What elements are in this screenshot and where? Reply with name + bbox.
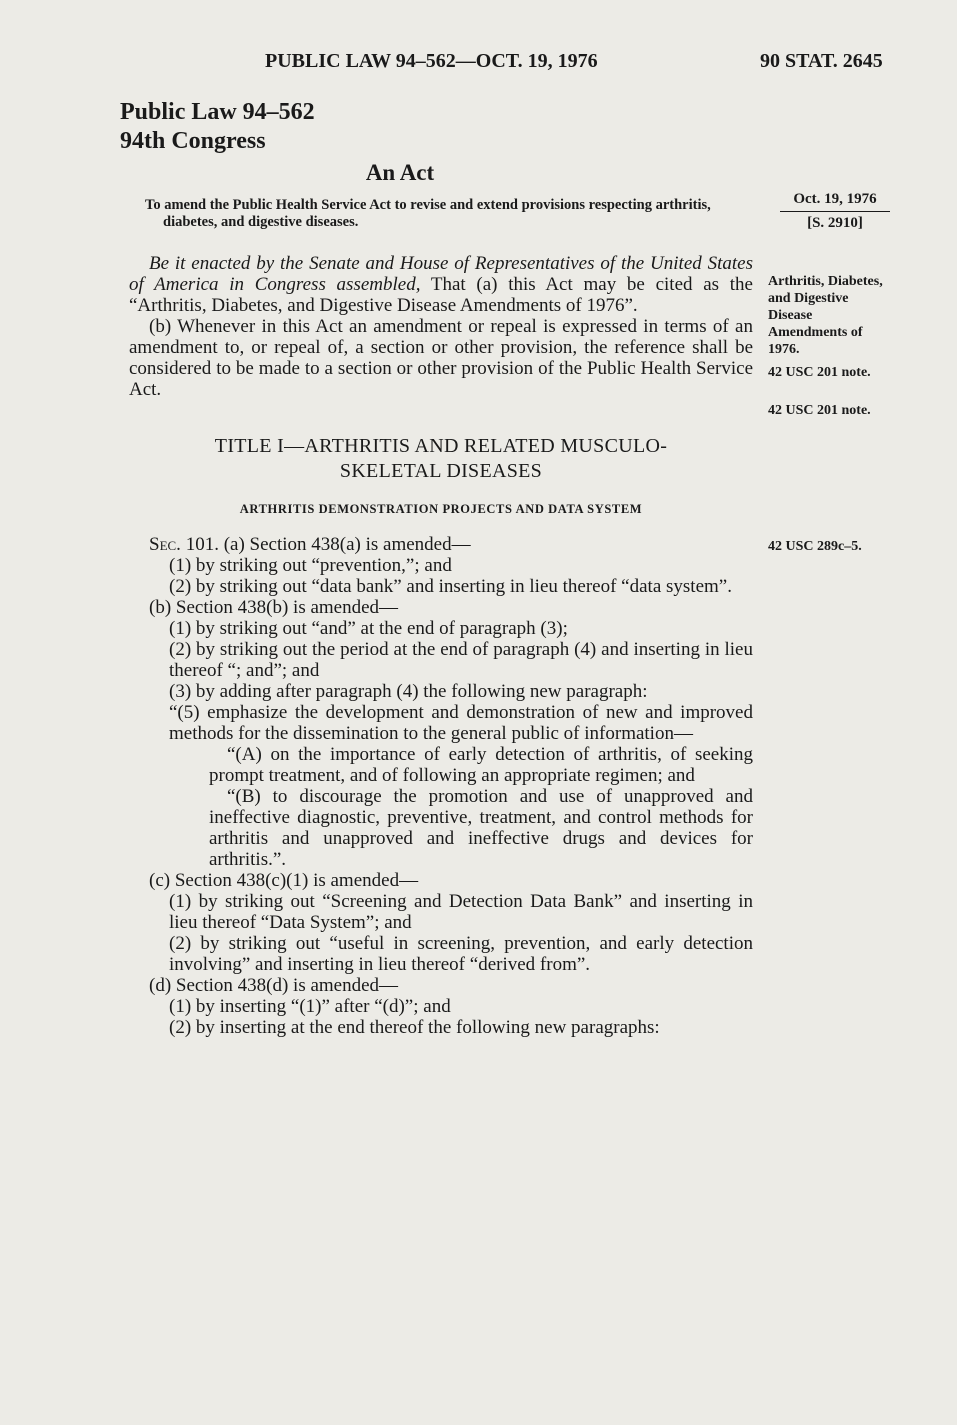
sec-101-b-3: (3) by adding after paragraph (4) the following new paragraph: bbox=[169, 681, 648, 702]
law-number-block bbox=[120, 98, 315, 156]
sec-101-intro bbox=[129, 534, 753, 555]
section-subheading: ARTHRITIS DEMONSTRATION PROJECTS AND DATA SYSTEM bbox=[239, 502, 643, 516]
sec-101-a-1: (1) by striking out “prevention,”; and bbox=[169, 555, 452, 576]
title-heading-line-2: SKELETAL DISEASES bbox=[339, 460, 543, 482]
congress-number: 94th Congress bbox=[120, 128, 266, 154]
margin-usc-289c5: 42 USC 289c–5. bbox=[768, 539, 862, 554]
quoted-subparagraph-a: “(A) on the importance of early detection of arthritis, of seeking prompt treatment, and of following an appropriate regimen; and bbox=[209, 744, 753, 786]
public-law-number: Public Law 94–562 bbox=[120, 99, 315, 125]
quoted-subparagraph-b: “(B) to discourage the promotion and use of unapproved and ineffective diagnostic, preventive, treatment, and control methods for arthritis and unapproved and ineffective drugs and devices for arthritis.”. bbox=[209, 786, 753, 870]
purpose-clause: To amend the Public Health Service Act to revise and extend provisions respecting arthritis, diabetes, and digestive diseases. bbox=[145, 197, 711, 230]
paragraph-b: (b) Whenever in this Act an amendment or repeal is expressed in terms of an amendment to, or repeal of, a section or other provision, the reference shall be considered to be made to a section or other provision of the Public Health Service Act. bbox=[129, 316, 753, 400]
bill-number: [S. 2910] bbox=[807, 215, 863, 231]
sec-101-a-2-text: (2) by striking out “data bank” and inserting in lieu thereof “data system”. bbox=[169, 576, 732, 597]
sec-101-a-intro: 101. (a) Section 438(a) is amended— bbox=[180, 534, 471, 555]
enactment-date: Oct. 19, 1976 bbox=[793, 191, 877, 207]
sec-101-c: (c) Section 438(c)(1) is amended— bbox=[149, 870, 419, 891]
act-label: An Act bbox=[365, 160, 435, 185]
sec-101-b-2: (2) by striking out the period at the end of paragraph (4) and inserting in lieu thereof “; and”; and bbox=[169, 639, 753, 681]
title-heading-line-1: TITLE I—ARTHRITIS AND RELATED MUSCULO- bbox=[214, 435, 668, 457]
enacting-clause bbox=[129, 253, 753, 316]
margin-usc-note-2: 42 USC 201 note. bbox=[768, 403, 871, 418]
quoted-paragraph-5: “(5) emphasize the development and demonstration of new and improved methods for the dissemination to the general public of information— bbox=[169, 702, 753, 744]
section-101 bbox=[129, 534, 753, 1038]
short-title-text: That (a) this Act may be cited as the “Arthritis, Diabetes, and Digestive Disease Amendments of 1976”. bbox=[129, 274, 753, 316]
sec-101-b-1: (1) by striking out “and” at the end of paragraph (3); bbox=[169, 618, 568, 639]
running-head-title: PUBLIC LAW 94–562—OCT. 19, 1976 bbox=[265, 50, 598, 72]
enacting-section bbox=[129, 253, 753, 400]
date-rule bbox=[780, 211, 890, 212]
running-head-page: 90 STAT. 2645 bbox=[760, 50, 883, 72]
margin-usc-note-1: 42 USC 201 note. bbox=[768, 365, 871, 380]
title-heading bbox=[129, 434, 753, 484]
sec-101-b: (b) Section 438(b) is amended— bbox=[149, 597, 399, 618]
sec-101-c-1: (1) by striking out “Screening and Detection Data Bank” and inserting in lieu thereof “Data System”; and bbox=[169, 891, 753, 933]
sec-101-a-2 bbox=[129, 576, 753, 597]
margin-short-title: Arthritis, Diabetes, and Digestive Disease Amendments of 1976. bbox=[768, 274, 883, 357]
sec-101-d-2: (2) by inserting at the end thereof the following new paragraphs: bbox=[169, 1017, 660, 1038]
date-bill-box bbox=[780, 191, 890, 232]
sec-101-d-1: (1) by inserting “(1)” after “(d)”; and bbox=[169, 996, 451, 1017]
sec-101-d: (d) Section 438(d) is amended— bbox=[149, 975, 399, 996]
sec-101-c-2: (2) by striking out “useful in screening, prevention, and early detection involving” and inserting in lieu thereof “derived from”. bbox=[169, 933, 753, 975]
sec-label: Sec. bbox=[149, 534, 181, 555]
enacting-formula: Be it enacted by the Senate and House of Representatives of the United States of America in Congress assembled, bbox=[129, 253, 753, 295]
